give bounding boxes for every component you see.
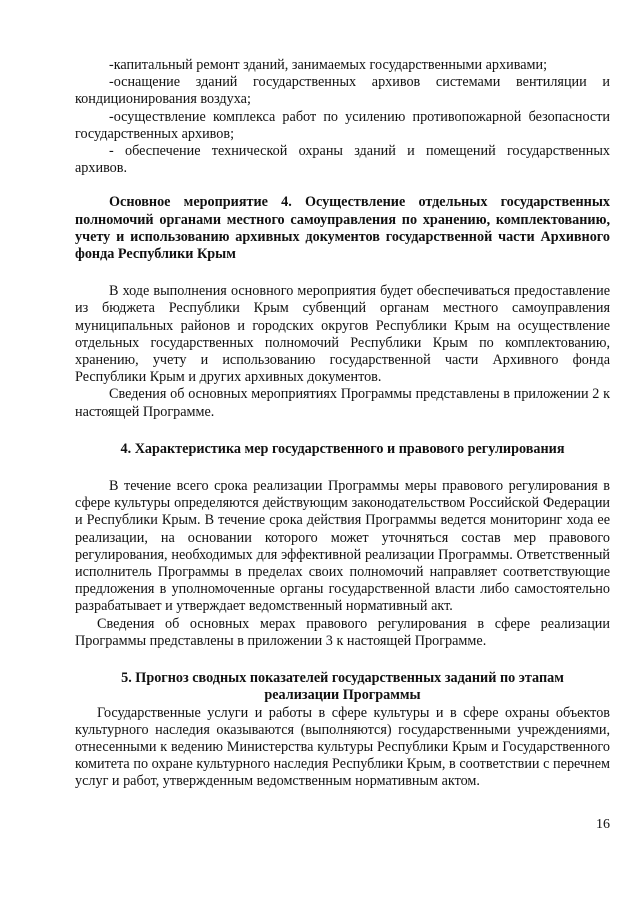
list-item: -оснащение зданий государственных архивов системами вентиляции и кондиционирования воздуха; — [75, 74, 610, 108]
section5-heading-line1: 5. Прогноз сводных показателей государственных заданий по этапам — [121, 670, 564, 687]
section5-heading-line2: реализации Программы — [264, 687, 421, 704]
section4-paragraph: В течение всего срока реализации Программы меры правового регулирования в сфере культуры определяются действующим законодательством Российской Федерации и Республики Крым. В течение срока действия Программы ведется мониторинг хода ее реализации, на основании которого может уточняться состав мер правового регулирования, необходимых для эффективной реализации Программы. Ответственный исполнитель Программы в пределах своих полномочий направляет соответствующие предложения в уполномоченные органы государственной власти либо самостоятельно разрабатывает и утверждает ведомственный нормативный акт. — [75, 478, 610, 615]
list-item: -осуществление комплекса работ по усилению противопожарной безопасности государственных архивов; — [75, 108, 610, 142]
activity4-heading: Основное мероприятие 4. Осуществление отдельных государственных полномочий органами местного самоуправления по хранению, комплектованию, учету и использованию архивных документов государственной части Архивного фонда Республики Крым — [75, 194, 610, 263]
section4-paragraph: Сведения об основных мерах правового регулирования в сфере реализации Программы представлены в приложении 3 к настоящей Программе. — [75, 615, 610, 649]
list-item: - обеспечение технической охраны зданий и помещений государственных архивов. — [75, 143, 610, 177]
section4-heading: 4. Характеристика мер государственного и правового регулирования — [120, 440, 565, 457]
list-item: -капитальный ремонт зданий, занимаемых государственными архивами; — [109, 57, 548, 73]
funding-directions-list — [75, 57, 610, 177]
section5-paragraph: Государственные услуги и работы в сфере культуры и в сфере охраны объектов культурного наследия оказываются (выполняются) государственными учреждениями, отнесенными к ведению Министерства культуры Республики Крым и Государственного комитета по охране культурного наследия Республики Крым, в соответствии с перечнем услуг и работ, утвержденным ведомственным нормативным актом. — [75, 704, 610, 790]
activity4-paragraph: Сведения об основных мероприятиях Программы представлены в приложении 2 к настоящей Программе. — [75, 386, 610, 420]
activity4-paragraph: В ходе выполнения основного мероприятия будет обеспечиваться предоставление из бюджета Республики Крым субвенций органам местного самоуправления муниципальных районов и городских округов Республики Крым на осуществление отдельных государственных полномочий Республики Крым по комплектованию, хранению, учету и использованию государственной части Архивного фонда Республики Крым и других архивных документов. — [75, 283, 610, 386]
page-number: 16 — [596, 817, 610, 832]
